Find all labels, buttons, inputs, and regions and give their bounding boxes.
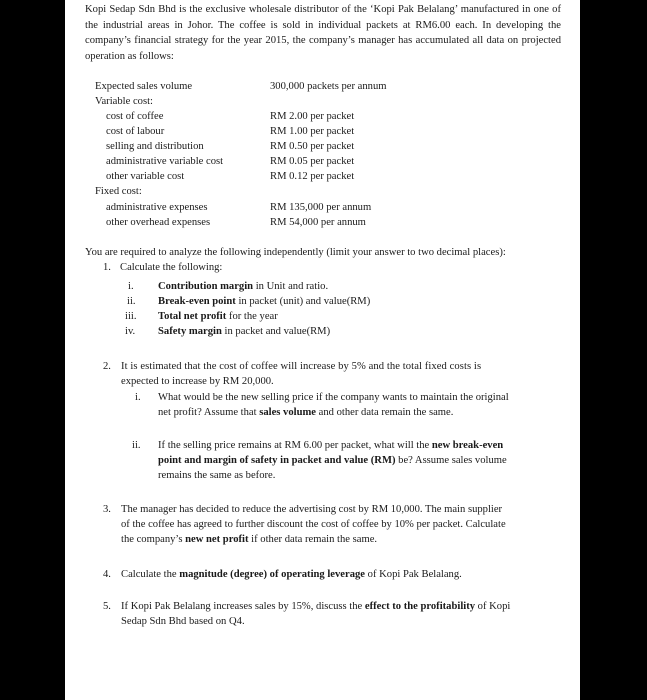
- row-label: cost of labour: [106, 126, 165, 137]
- intro-paragraph: Kopi Sedap Sdn Bhd is the exclusive wholesale distributor of the ‘Kopi Pak Belalang’ manufactured in one of the industrial areas in Johor. The coffee is sold in individual packets at RM6.00 each. In developing the company’s financial strategy for the year 2015, the company’s manager has accumulated all data on projected operation as follows:: [85, 4, 561, 62]
- question-text: the company’s new net profit if other data remain the same.: [121, 534, 378, 545]
- row-label: administrative variable cost: [106, 156, 224, 167]
- question-text: Calculate the magnitude (degree) of operating leverage of Kopi Pak Belalang.: [121, 569, 462, 580]
- row-value: RM 54,000 per annum: [270, 217, 366, 228]
- list-item: point and margin of safety in packet and value (RM) be? Assume sales volume: [158, 455, 507, 466]
- list-item: What would be the new selling price if the company wants to maintain the original: [158, 392, 509, 403]
- row-label: cost of coffee: [106, 111, 164, 122]
- question-number: 3.: [103, 504, 111, 515]
- item-number: ii.: [127, 296, 136, 307]
- document-page: [65, 0, 580, 700]
- item-number: iv.: [125, 326, 136, 337]
- list-item: Contribution margin in Unit and ratio.: [158, 281, 329, 292]
- row-label: other overhead expenses: [106, 217, 211, 228]
- row-label: Expected sales volume: [95, 81, 193, 92]
- question-number: 4.: [103, 569, 111, 580]
- list-item: Break-even point in packet (unit) and value(RM): [158, 296, 371, 307]
- question-text: Calculate the following:: [120, 262, 223, 273]
- list-item: If the selling price remains at RM 6.00 per packet, what will the new break-even: [158, 440, 504, 451]
- row-value: 300,000 packets per annum: [270, 81, 387, 92]
- question-text: The manager has decided to reduce the advertising cost by RM 10,000. The main supplier: [121, 504, 503, 515]
- question-number: 1.: [103, 262, 111, 273]
- row-value: RM 2.00 per packet: [270, 111, 355, 122]
- list-item: Total net profit for the year: [158, 311, 278, 322]
- question-text: of the coffee has agreed to further discount the cost of coffee by 10% per packet. Calculate: [121, 519, 506, 530]
- question-text: expected to increase by RM 20,000.: [121, 376, 274, 387]
- question-text: Sedap Sdn Bhd based on Q4.: [121, 616, 245, 627]
- row-value: RM 135,000 per annum: [270, 202, 372, 213]
- row-value: RM 1.00 per packet: [270, 126, 355, 137]
- row-label: administrative expenses: [106, 202, 208, 213]
- item-number: ii.: [132, 440, 141, 451]
- question-text: It is estimated that the cost of coffee will increase by 5% and the total fixed costs is: [121, 361, 482, 372]
- list-item: remains the same as before.: [158, 470, 276, 481]
- row-label: other variable cost: [106, 171, 185, 182]
- row-label: Fixed cost:: [95, 186, 142, 197]
- list-item: Safety margin in packet and value(RM): [158, 326, 331, 337]
- instruction-text: You are required to analyze the following independently (limit your answer to two decimal places):: [85, 247, 506, 258]
- question-number: 2.: [103, 361, 111, 372]
- item-number: i.: [128, 281, 134, 292]
- item-number: iii.: [125, 311, 137, 322]
- row-label: selling and distribution: [106, 141, 204, 152]
- question-number: 5.: [103, 601, 111, 612]
- row-label: Variable cost:: [95, 96, 153, 107]
- row-value: RM 0.05 per packet: [270, 156, 355, 167]
- item-number: i.: [135, 392, 141, 403]
- question-text: If Kopi Pak Belalang increases sales by 15%, discuss the effect to the profitability of Kopi: [121, 601, 511, 612]
- row-value: RM 0.50 per packet: [270, 141, 355, 152]
- list-item: net profit? Assume that sales volume and other data remain the same.: [158, 407, 454, 418]
- row-value: RM 0.12 per packet: [270, 171, 355, 182]
